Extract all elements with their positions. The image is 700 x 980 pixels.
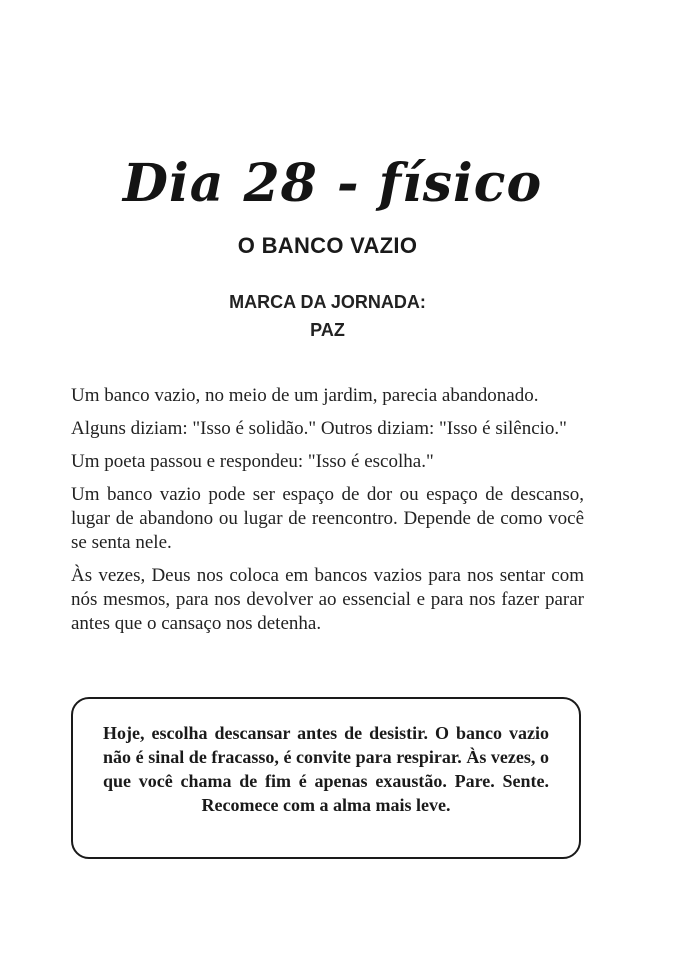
journey-mark-label: MARCA DA JORNADA: — [229, 292, 426, 312]
callout-box — [71, 697, 581, 859]
callout-text: Hoje, escolha descansar antes de desistir. O banco vazio não é sinal de fracasso, é convite para respirar. Às vezes, o que você chama de fim é apenas exaustão. Pare. Sente. Recomece com a alma mais leve. — [103, 723, 549, 815]
page-subtitle: O BANCO VAZIO — [237, 233, 418, 258]
paragraph: Um banco vazio, no meio de um jardim, parecia abandonado. — [71, 385, 539, 406]
paragraph: Um banco vazio pode ser espaço de dor ou espaço de descanso, lugar de abandono ou lugar de reencontro. Depende de como você se senta nele. — [71, 484, 584, 553]
journey-mark-value: PAZ — [310, 320, 345, 340]
body-text — [71, 384, 584, 645]
paragraph: Alguns diziam: "Isso é solidão." Outros diziam: "Isso é silêncio." — [71, 418, 567, 439]
paragraph: Às vezes, Deus nos coloca em bancos vazios para nos sentar com nós mesmos, para nos devolver ao essencial e para nos fazer parar antes que o cansaço nos detenha. — [71, 565, 584, 634]
page-title: Dia 28 - físico — [122, 153, 543, 214]
paragraph: Um poeta passou e respondeu: "Isso é escolha." — [71, 451, 434, 472]
